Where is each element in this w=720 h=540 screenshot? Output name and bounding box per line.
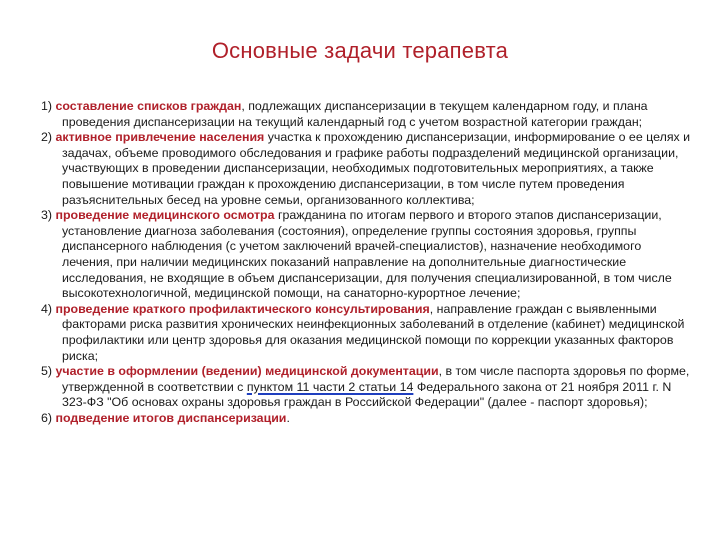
item-highlight: участие в оформлении (ведении) медицинской документации	[55, 364, 439, 379]
item-highlight: составление списков граждан	[55, 99, 242, 113]
item-number: 5)	[41, 364, 53, 379]
item-number: 4)	[41, 301, 53, 316]
task-list	[41, 99, 691, 426]
item-number: 3)	[41, 208, 53, 223]
item-number: 1)	[41, 99, 53, 113]
slide-title: Основные задачи терапевта	[211, 38, 509, 63]
item-text: гражданина по итогам первого и второго этапов диспансеризации, установление диагноза заболевания (состояния), определение группы состояния здоровья, группы диспансерного наблюдения (с учетом заключений врачей-специалистов), назначение необходимого лечения, при наличии медицинских показаний направление на дополнительные диагностические исследования, не входящие в объем диспансеризации, для получения специализированной, в том числе высокотехнологичной, медицинской помощи, на санаторно-курортное лечение;	[62, 208, 672, 301]
list-item	[41, 364, 691, 411]
list-item	[41, 99, 691, 130]
item-text: , подлежащих диспансеризации в текущем календарном году, и плана проведения диспансеризации на текущий календарный год с учетом возрастной категории граждан;	[62, 99, 648, 129]
item-highlight: проведение краткого профилактического консультирования	[55, 301, 430, 316]
item-highlight: подведение итогов диспансеризации	[55, 410, 287, 425]
list-item	[41, 411, 691, 427]
item-text: , направление граждан с выявленными факторами риска развития хронических неинфекционных заболеваний в отделение (кабинет) медицинской профилактики или центр здоровья для оказания медицинской помощи по коррекции указанных факторов риска;	[62, 301, 685, 363]
item-number: 6)	[41, 410, 53, 425]
item-text: участка к прохождению диспансеризации, информирование о ее целях и задачах, объеме проводимого обследования и графике работы подразделений медицинской организации, участвующих в проведении диспансеризации, необходимых подготовительных мероприятиях, а также повышение мотивации граждан к прохождению диспансеризации, в том числе путем проведения разъяснительных бесед на уровне семьи, организованного коллектива;	[62, 130, 691, 207]
item-highlight: проведение медицинского осмотра	[55, 208, 275, 223]
list-item	[41, 130, 691, 208]
item-text: .	[286, 410, 290, 425]
list-item	[41, 208, 691, 302]
item-highlight: активное привлечение населения	[55, 130, 265, 145]
item-number: 2)	[41, 130, 53, 145]
item-text: , в том числе паспорта здоровья по форме, утвержденной в соответствии с	[62, 364, 690, 394]
item-text: Федерального закона от 21 ноября 2011 г. N 323-ФЗ "Об основах охраны здоровья граждан в Российской Федерации" (далее - паспорт здоровья);	[62, 379, 672, 410]
law-reference-link[interactable]: пунктом 11 части 2 статьи 14	[246, 379, 414, 394]
list-item	[41, 302, 691, 364]
